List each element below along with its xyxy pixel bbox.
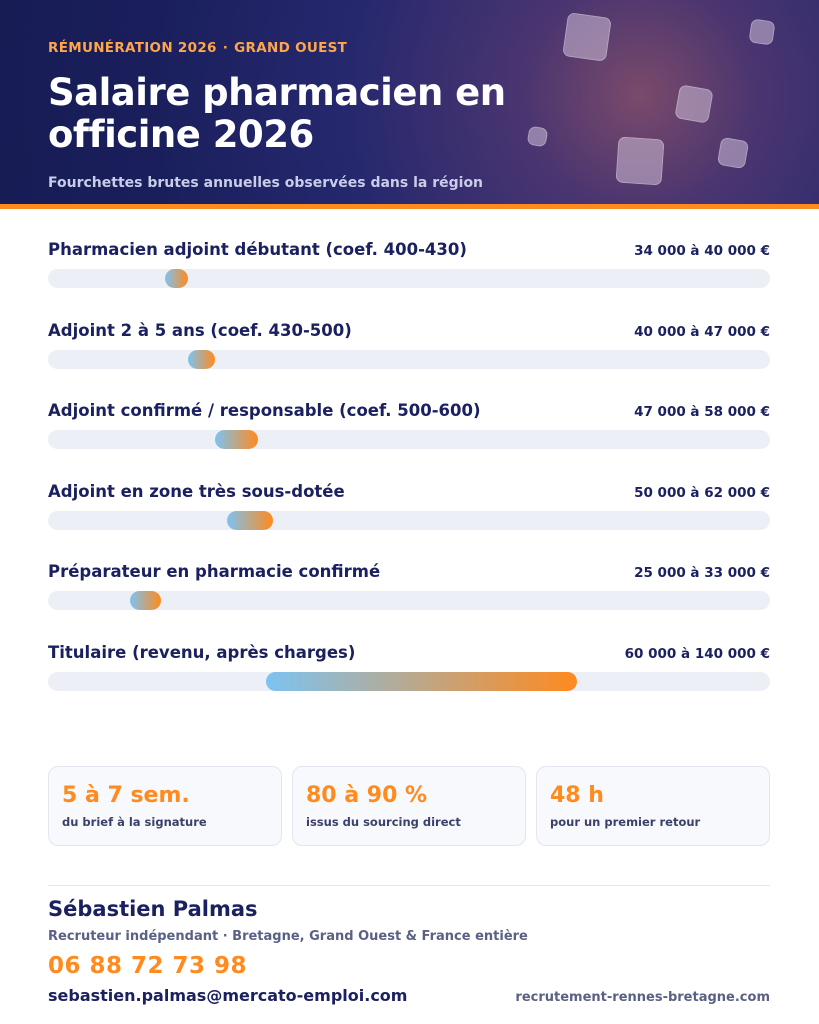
salary-row-range: 34 000 à 40 000 € bbox=[634, 243, 770, 259]
contact-phone[interactable]: 06 88 72 73 98 bbox=[48, 953, 248, 979]
salary-range-bar bbox=[266, 672, 577, 691]
salary-row-label: Titulaire (revenu, après charges) bbox=[48, 643, 356, 662]
page-subtitle: Fourchettes brutes annuelles observées dans la région bbox=[48, 175, 484, 191]
salary-row bbox=[48, 240, 770, 290]
stat-value: 5 à 7 sem. bbox=[62, 783, 190, 808]
stat-label: du brief à la signature bbox=[62, 815, 207, 829]
salary-range-bar bbox=[227, 511, 274, 530]
eyebrow-separator: · bbox=[222, 40, 229, 56]
decorative-square bbox=[748, 18, 775, 45]
decorative-square bbox=[674, 84, 713, 123]
stat-card bbox=[292, 766, 526, 846]
salary-range-track bbox=[48, 591, 770, 610]
salary-row-range: 47 000 à 58 000 € bbox=[634, 404, 770, 421]
contact-website[interactable]: recrutement-rennes-bretagne.com bbox=[515, 990, 770, 1005]
salary-range-bar bbox=[165, 269, 188, 288]
salary-row-label: Adjoint confirmé / responsable (coef. 500-600) bbox=[48, 401, 481, 421]
salary-range-bar bbox=[215, 430, 258, 449]
contact-email[interactable]: sebastien.palmas@mercato-emploi.com bbox=[48, 986, 408, 1005]
accent-bar bbox=[0, 204, 819, 209]
eyebrow-region: GRAND OUEST bbox=[234, 40, 348, 56]
salary-row-range: 60 000 à 140 000 € bbox=[624, 646, 770, 662]
contact-role: Recruteur indépendant · Bretagne, Grand Ouest & France entière bbox=[48, 929, 528, 944]
salary-row-label: Pharmacien adjoint débutant (coef. 400-430) bbox=[48, 240, 467, 259]
salary-row bbox=[48, 321, 770, 371]
page-title: Salaire pharmacien en officine 2026 bbox=[48, 71, 506, 156]
salary-row bbox=[48, 401, 770, 451]
salary-row-range: 50 000 à 62 000 € bbox=[634, 484, 770, 501]
eyebrow-topic: RÉMUNÉRATION 2026 bbox=[48, 40, 217, 56]
stat-label: issus du sourcing direct bbox=[306, 815, 461, 829]
hero-banner bbox=[0, 0, 819, 204]
eyebrow bbox=[48, 40, 347, 56]
stat-value: 48 h bbox=[550, 783, 604, 808]
contact-name: Sébastien Palmas bbox=[48, 897, 258, 921]
decorative-square bbox=[615, 136, 664, 185]
stat-card bbox=[536, 766, 770, 846]
salary-range-track bbox=[48, 350, 770, 369]
salary-row bbox=[48, 643, 770, 693]
salary-row-label: Adjoint 2 à 5 ans (coef. 430-500) bbox=[48, 320, 352, 340]
stats-cards bbox=[48, 766, 770, 846]
salary-range-track bbox=[48, 511, 770, 530]
stat-value: 80 à 90 % bbox=[306, 783, 428, 808]
salary-row bbox=[48, 562, 770, 612]
salary-range-track bbox=[48, 430, 770, 449]
salary-row-label: Adjoint en zone très sous-dotée bbox=[48, 481, 345, 501]
salary-range-track bbox=[48, 269, 770, 288]
stat-label: pour un premier retour bbox=[550, 815, 701, 829]
decorative-square bbox=[717, 137, 749, 169]
salary-row-range: 40 000 à 47 000 € bbox=[634, 323, 770, 340]
salary-row-range: 25 000 à 33 000 € bbox=[634, 565, 770, 582]
stat-card bbox=[48, 766, 282, 846]
salary-row-label: Préparateur en pharmacie confirmé bbox=[48, 562, 381, 582]
divider bbox=[48, 885, 770, 886]
salary-range-bar bbox=[130, 591, 161, 610]
decorative-square bbox=[562, 12, 612, 62]
salary-range-bar bbox=[188, 350, 215, 369]
salary-row bbox=[48, 482, 770, 532]
salary-range-track bbox=[48, 672, 770, 691]
